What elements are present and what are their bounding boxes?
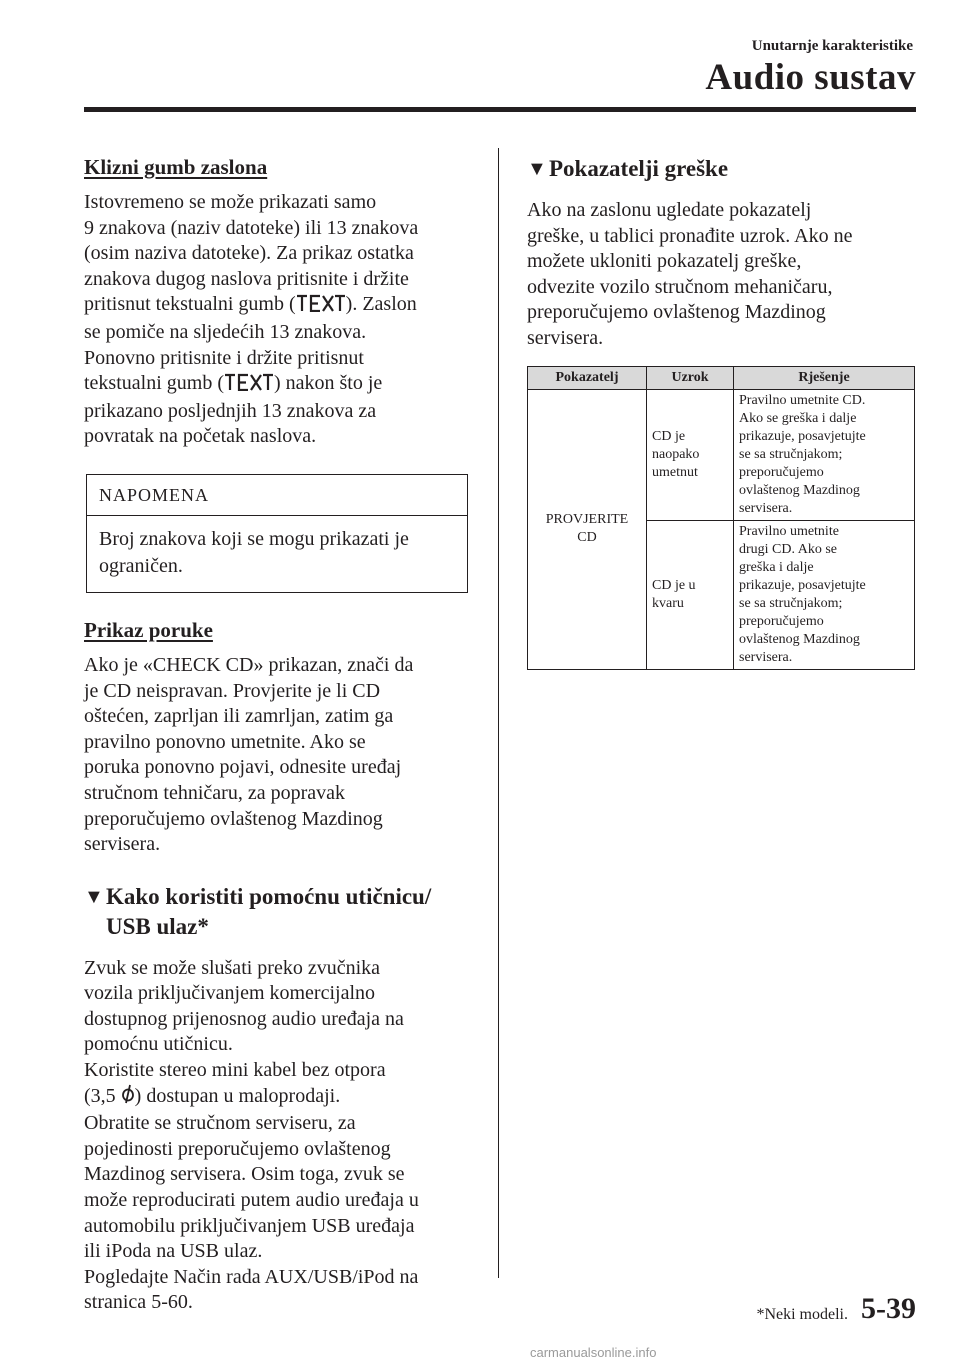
text-line: automobilu priključivanjem USB uređaja xyxy=(84,1214,415,1237)
text-line: se pomiče na sljedećih 13 znakova. xyxy=(84,320,367,343)
text-button-icon xyxy=(296,294,346,320)
solution-cell xyxy=(734,520,915,669)
text-line: drugi CD. Ako se xyxy=(739,541,837,557)
text-line: preporučujemo xyxy=(739,613,824,629)
text-line: možete ukloniti pokazatelj greške, xyxy=(527,250,802,273)
text-fragment: pritisnut tekstualni gumb ( xyxy=(84,293,296,316)
left-column xyxy=(84,154,470,1316)
text-line: može reproducirati putem audio uređaja u xyxy=(84,1189,419,1212)
aux-heading-text xyxy=(106,882,431,942)
text-button-icon xyxy=(224,373,274,399)
text-line: servisera. xyxy=(739,500,793,516)
text-line: znakova dugog naslova pritisnite i držite xyxy=(84,267,409,290)
text-line: Ako na zaslonu ugledate pokazatelj xyxy=(527,199,812,221)
column-header-indicator: Pokazatelj xyxy=(528,366,647,389)
text-line: Pravilno umetnite xyxy=(739,523,839,539)
indicator-cell xyxy=(528,389,647,669)
text-fragment: tekstualni gumb ( xyxy=(84,372,224,395)
text-fragment: ) nakon što je xyxy=(273,372,383,395)
text-line: vozila priključivanjem komercijalno xyxy=(84,982,376,1005)
text-line: se sa stručnjakom; xyxy=(739,595,843,611)
error-table xyxy=(527,366,915,670)
text-line: Istovremeno se može prikazati samo xyxy=(84,191,377,213)
text-line: naopako xyxy=(652,446,700,462)
table-row xyxy=(528,389,915,520)
text-line: (osim naziva datoteke). Za prikaz ostatka xyxy=(84,242,414,265)
text-line: oštećen, zaprljan ili zamrljan, zatim ga xyxy=(84,705,394,728)
text-line: Pravilno umetnite CD. xyxy=(739,392,866,408)
text-line: Ako je «CHECK CD» prikazan, znači da xyxy=(84,653,414,676)
aux-heading xyxy=(84,882,470,942)
text-line: Pogledajte Način rada AUX/USB/iPod na xyxy=(84,1265,419,1288)
text-line xyxy=(84,292,470,320)
text-line: CD xyxy=(577,530,597,546)
watermark: carmanualsonline.info xyxy=(530,1345,657,1360)
right-column xyxy=(527,154,915,670)
text-line: prikazuje, posavjetujte xyxy=(739,428,866,444)
text-line: preporučujemo xyxy=(739,464,824,480)
text-line: kvaru xyxy=(652,595,684,611)
text-line: Zvuk se može slušati preko zvučnika xyxy=(84,956,381,979)
text-line: poruka ponovno pojavi, odnesite uređaj xyxy=(84,756,402,779)
column-divider xyxy=(498,148,499,1278)
text-line: Kako koristiti pomoćnu utičnicu/ xyxy=(106,883,432,909)
text-fragment: (3,5 xyxy=(84,1084,121,1107)
text-line: dostupnog prijenosnog audio uređaja na xyxy=(84,1007,404,1030)
text-line xyxy=(84,371,470,399)
text-line: Ako se greška i dalje xyxy=(739,410,857,426)
message-heading: Prikaz poruke xyxy=(84,617,213,642)
text-line: preporučujemo ovlaštenog Mazdinog xyxy=(84,807,383,830)
text-line: je CD neispravan. Provjerite je li CD xyxy=(84,679,381,702)
cause-cell xyxy=(647,389,734,520)
column-header-solution: Rješenje xyxy=(734,366,915,389)
text-line: pravilno ponovno umetnite. Ako se xyxy=(84,730,366,753)
text-line: Ponovno pritisnite i držite pritisnut xyxy=(84,346,364,369)
table-header-row xyxy=(528,366,915,389)
header-section-label: Unutarnje karakteristike xyxy=(751,38,913,54)
errors-heading xyxy=(527,154,915,184)
text-line: se sa stručnjakom; xyxy=(739,446,843,462)
text-line: servisera. xyxy=(84,833,161,856)
text-fragment: ). Zaslon xyxy=(345,293,417,316)
text-line: USB ulaz* xyxy=(106,913,209,939)
text-line xyxy=(84,1084,470,1112)
text-line: servisera. xyxy=(739,649,793,665)
down-triangle-icon: ▼ xyxy=(527,158,547,180)
page-title: Audio sustav xyxy=(705,57,916,98)
text-line: stručnom tehničaru, za popravak xyxy=(84,781,346,804)
text-line: greška i dalje xyxy=(739,559,814,575)
text-line: Koristite stereo mini kabel bez otpora xyxy=(84,1059,386,1082)
text-line: preporučujemo ovlaštenog Mazdinog xyxy=(527,301,826,324)
text-line: greške, u tablici pronađite uzrok. Ako ne xyxy=(527,224,853,247)
down-triangle-icon: ▼ xyxy=(84,885,104,908)
text-line: pojedinosti preporučujemo ovlaštenog xyxy=(84,1137,391,1160)
aux-paragraph xyxy=(84,956,470,1316)
text-line: ovlaštenog Mazdinog xyxy=(739,482,860,498)
text-line: Mazdinog servisera. Osim toga, zvuk se xyxy=(84,1163,405,1186)
text-line: ovlaštenog Mazdinog xyxy=(739,631,860,647)
text-line: stranica 5-60. xyxy=(84,1291,193,1314)
slider-paragraph xyxy=(84,190,470,450)
text-fragment: ) dostupan u maloprodaji. xyxy=(134,1084,341,1107)
header-rule xyxy=(84,107,916,112)
text-line: Broj znakova koji se mogu prikazati je xyxy=(99,527,409,550)
text-line: ograničen. xyxy=(99,554,183,577)
text-line: Obratite se stručnom serviseru, za xyxy=(84,1112,356,1135)
text-line: servisera. xyxy=(527,326,604,349)
text-line: CD je u xyxy=(652,577,696,593)
text-line: odvezite vozilo stručnom mehaničaru, xyxy=(527,275,833,298)
errors-heading-text: Pokazatelji greške xyxy=(549,156,729,181)
note-box xyxy=(86,474,468,593)
diameter-icon xyxy=(121,1084,135,1112)
page-number: 5-39 xyxy=(861,1292,916,1325)
note-title: NAPOMENA xyxy=(87,475,467,516)
text-line: umetnut xyxy=(652,464,698,480)
text-line: 9 znakova (naziv datoteke) ili 13 znakova xyxy=(84,216,419,239)
text-line: PROVJERITE xyxy=(545,512,629,528)
solution-cell xyxy=(734,389,915,520)
text-line: CD je xyxy=(652,428,686,444)
slider-heading: Klizni gumb zaslona xyxy=(84,155,268,179)
column-header-cause: Uzrok xyxy=(647,366,734,389)
text-line: prikazano posljednjih 13 znakova za xyxy=(84,399,377,422)
errors-paragraph xyxy=(527,198,915,352)
text-line: prikazuje, posavjetujte xyxy=(739,577,866,593)
text-line: ili iPoda na USB ulaz. xyxy=(84,1240,263,1263)
message-paragraph xyxy=(84,653,470,858)
text-line: pomoćnu utičnicu. xyxy=(84,1033,233,1056)
text-line: povratak na početak naslova. xyxy=(84,425,317,448)
footnote: *Neki modeli. xyxy=(756,1306,848,1323)
cause-cell xyxy=(647,520,734,669)
note-body xyxy=(87,516,467,592)
